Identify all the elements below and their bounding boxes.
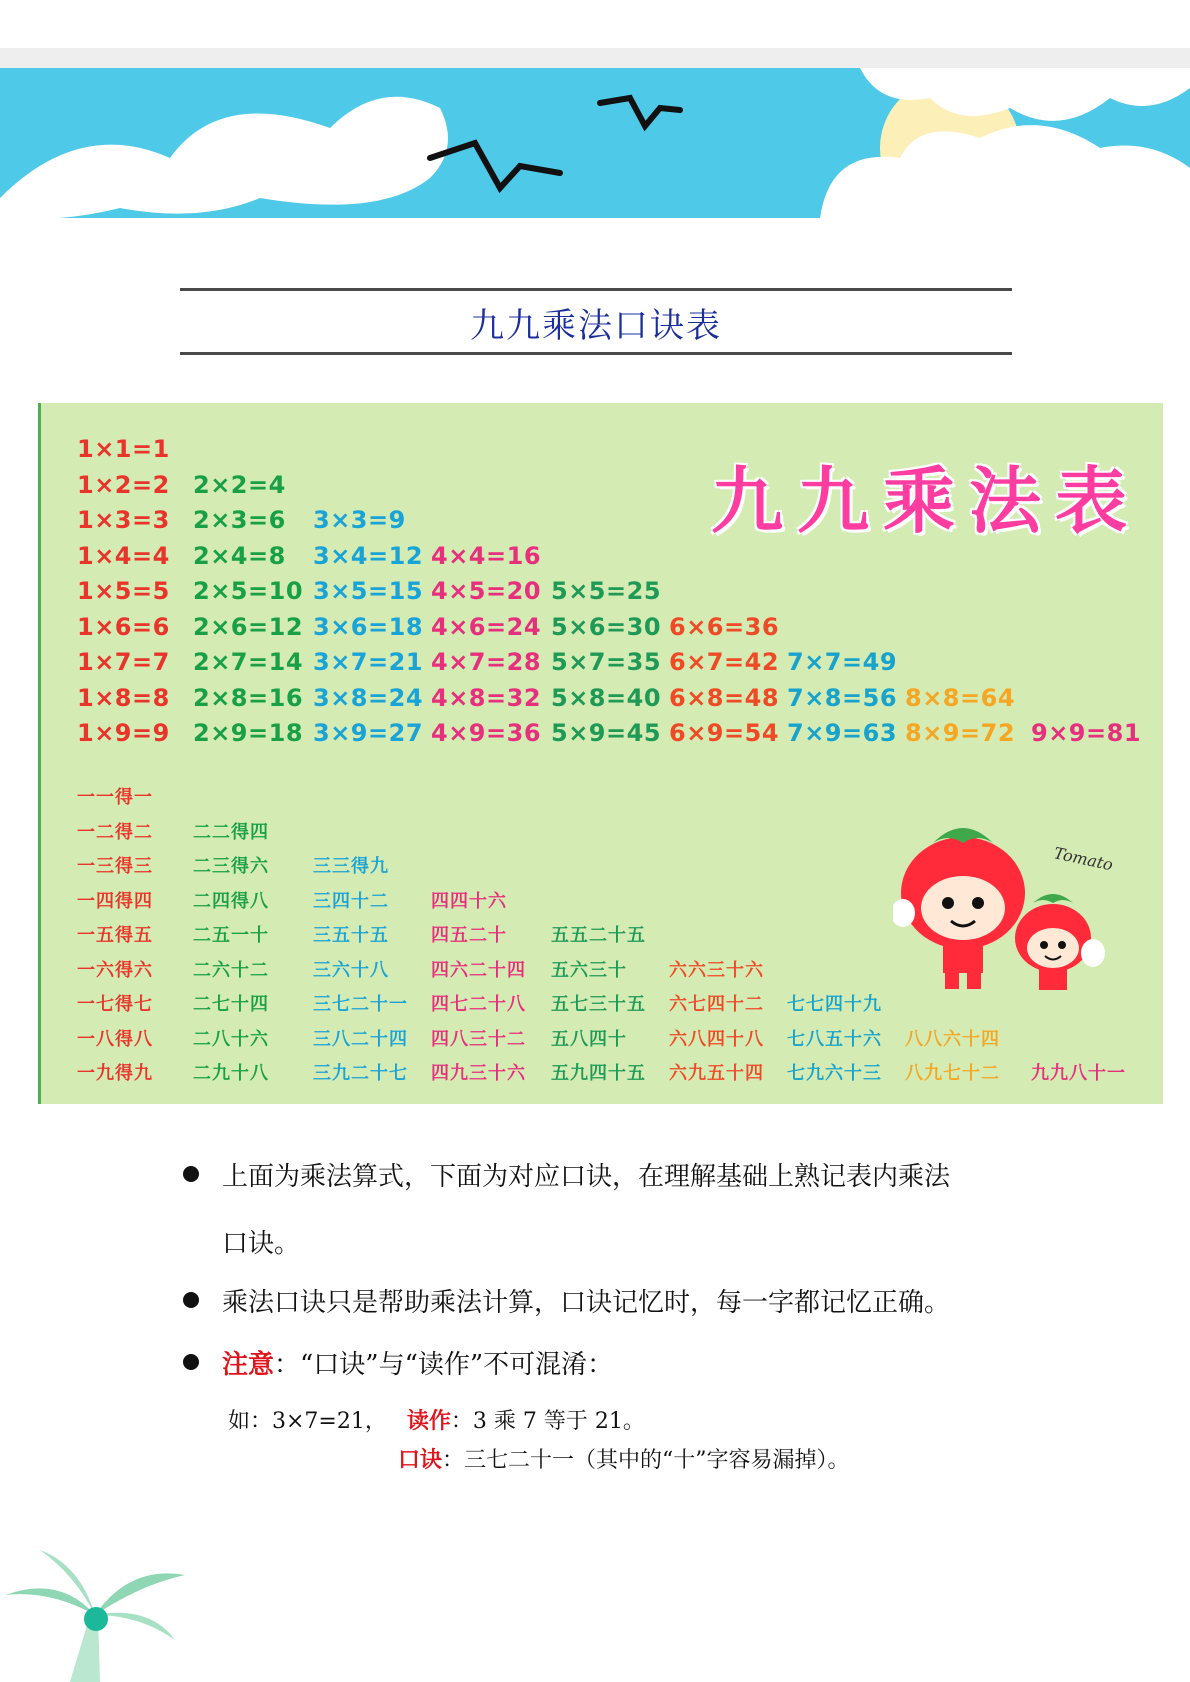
formula-cell: 5×5=25 [551,577,662,605]
koujue-cell: 四九三十六 [431,1063,526,1084]
formula-cell: 3×4=12 [313,541,424,570]
note-3-label: 注意 [222,1350,275,1380]
koujue-cell: 二四得八 [193,890,269,912]
formula-cell: 4×9=36 [431,719,542,747]
formula-cell: 1×3=3 [77,506,170,534]
palm-tree-icon [0,1545,200,1682]
koujue-cell: 四五二十 [431,925,507,946]
formula-cell: 7×7=49 [787,648,898,676]
formula-cell: 2×6=12 [193,612,304,641]
koujue-cell: 六八四十八 [669,1028,764,1050]
formula-cell: 3×5=15 [313,577,424,605]
note-1-line-2: 口诀。 [222,1229,301,1259]
duzuo-text: ：3 乘 7 等于 21。 [450,1409,645,1434]
page-title: 九九乘法口诀表 [470,306,722,346]
koujue-cell: 一七得七 [77,994,153,1015]
koujue-label: 口诀 [398,1447,443,1473]
formula-cell: 6×9=54 [669,719,780,747]
mascot-label: Tomato [1052,843,1115,875]
note-3 [222,1344,613,1381]
formula-cell: 2×7=14 [193,648,304,676]
formula-cell: 2×9=18 [193,719,304,747]
formula-cell: 3×6=18 [313,612,424,641]
formula-cell: 5×8=40 [551,683,662,712]
duzuo-label: 读作 [406,1408,451,1434]
koujue-cell: 五八四十 [551,1028,627,1050]
formula-cell: 2×3=6 [193,506,286,534]
koujue-cell: 三六十八 [313,959,389,981]
koujue-cell: 二六十二 [193,959,269,981]
koujue-cell: 三八二十四 [313,1028,408,1050]
note-1-line-1: 上面为乘法算式，下面为对应口诀，在理解基础上熟记表内乘法 [222,1162,951,1192]
formula-cell: 3×7=21 [313,648,424,676]
bullet-dot [183,1166,199,1182]
koujue-cell: 六六三十六 [669,959,764,981]
title-rule-bottom [180,352,1012,355]
koujue-cell: 五六三十 [551,959,627,981]
note-3-text: ：“口诀”与“读作”不可混淆： [274,1350,614,1380]
koujue-cell: 三九二十七 [313,1063,408,1084]
formula-cell: 1×2=2 [77,470,170,499]
bullet-dot [183,1292,199,1308]
formula-cell: 6×7=42 [669,648,780,676]
formula-cell: 2×5=10 [193,577,304,605]
formula-cell: 4×4=16 [431,541,542,570]
koujue-cell: 五七三十五 [551,994,646,1015]
formula-cell: 4×7=28 [431,648,542,676]
koujue-cell: 六七四十二 [669,994,764,1015]
koujue-cell: 一一得一 [77,787,153,808]
koujue-cell: 七七四十九 [787,994,882,1015]
koujue-line [398,1443,850,1474]
formula-cell: 3×8=24 [313,683,424,712]
koujue-cell: 七九六十三 [787,1063,882,1084]
bullet-dot [183,1354,199,1370]
formula-cell: 4×8=32 [431,683,542,712]
formula-cell: 4×6=24 [431,612,542,641]
formula-cell: 3×3=9 [313,506,406,534]
koujue-cell: 二七十四 [193,994,269,1015]
koujue-cell: 三七二十一 [313,994,408,1015]
koujue-cell: 四四十六 [431,890,507,912]
koujue-cell: 八八六十四 [905,1028,1000,1050]
title-rule-top [180,288,1012,291]
formula-cell: 3×9=27 [313,719,424,747]
koujue-cell: 二八十六 [193,1028,269,1050]
multiplication-board [38,403,1163,1104]
koujue-cell: 七八五十六 [787,1028,882,1050]
koujue-cell: 一九得九 [77,1063,153,1084]
koujue-cell: 五五二十五 [551,925,646,946]
koujue-cell: 一四得四 [77,890,153,912]
koujue-cell: 六九五十四 [669,1063,764,1084]
sky-banner [0,48,1190,218]
koujue-cell: 二二得四 [193,821,269,843]
example-prefix: 如：3×7=21， [228,1409,387,1434]
koujue-cell: 四七二十八 [431,994,526,1015]
koujue-cell: 一三得三 [77,856,153,877]
formula-cell: 1×1=1 [77,435,170,463]
koujue-cell: 二三得六 [193,856,269,877]
formula-cell: 1×5=5 [77,577,170,605]
formula-cell: 6×8=48 [669,683,780,712]
formula-cell: 2×8=16 [193,683,304,712]
formula-cell: 8×9=72 [905,719,1016,747]
koujue-cell: 一五得五 [77,925,153,946]
formula-cell: 7×9=63 [787,719,898,747]
formula-cell: 1×8=8 [77,683,170,712]
formula-cell: 8×8=64 [905,683,1016,712]
koujue-cell: 二五一十 [193,925,269,946]
formula-cell: 9×9=81 [1031,719,1142,747]
koujue-cell: 四六二十四 [431,959,526,981]
formula-cell: 1×4=4 [77,541,170,570]
formula-cell: 5×9=45 [551,719,662,747]
formula-cell: 7×8=56 [787,683,898,712]
formula-cell: 4×5=20 [431,577,542,605]
formula-cell: 5×7=35 [551,648,662,676]
formula-cell: 1×7=7 [77,648,170,676]
koujue-text: ：三七二十一（其中的“十”字容易漏掉）。 [442,1448,850,1473]
tomato-mascot-icon [893,803,1123,993]
koujue-cell: 四八三十二 [431,1028,526,1050]
koujue-cell: 一二得二 [77,821,153,843]
koujue-cell: 一八得八 [77,1028,153,1050]
koujue-cell: 五九四十五 [551,1063,646,1084]
formula-cell: 2×4=8 [193,541,286,570]
formula-cell: 6×6=36 [669,612,780,641]
formula-cell: 1×9=9 [77,719,170,747]
formula-cell: 2×2=4 [193,470,286,499]
koujue-cell: 九九八十一 [1031,1063,1126,1084]
koujue-cell: 一六得六 [77,959,153,981]
note-2: 乘法口诀只是帮助乘法计算，口诀记忆时，每一字都记忆正确。 [222,1288,951,1318]
example-line [228,1404,645,1435]
koujue-cell: 二九十八 [193,1063,269,1084]
koujue-cell: 三四十二 [313,890,389,912]
board-title: 九九乘法表 [711,459,1142,543]
koujue-cell: 三五十五 [313,925,389,946]
koujue-cell: 三三得九 [313,856,389,877]
koujue-cell: 八九七十二 [905,1063,1000,1084]
formula-cell: 1×6=6 [77,612,170,641]
formula-cell: 5×6=30 [551,612,662,641]
